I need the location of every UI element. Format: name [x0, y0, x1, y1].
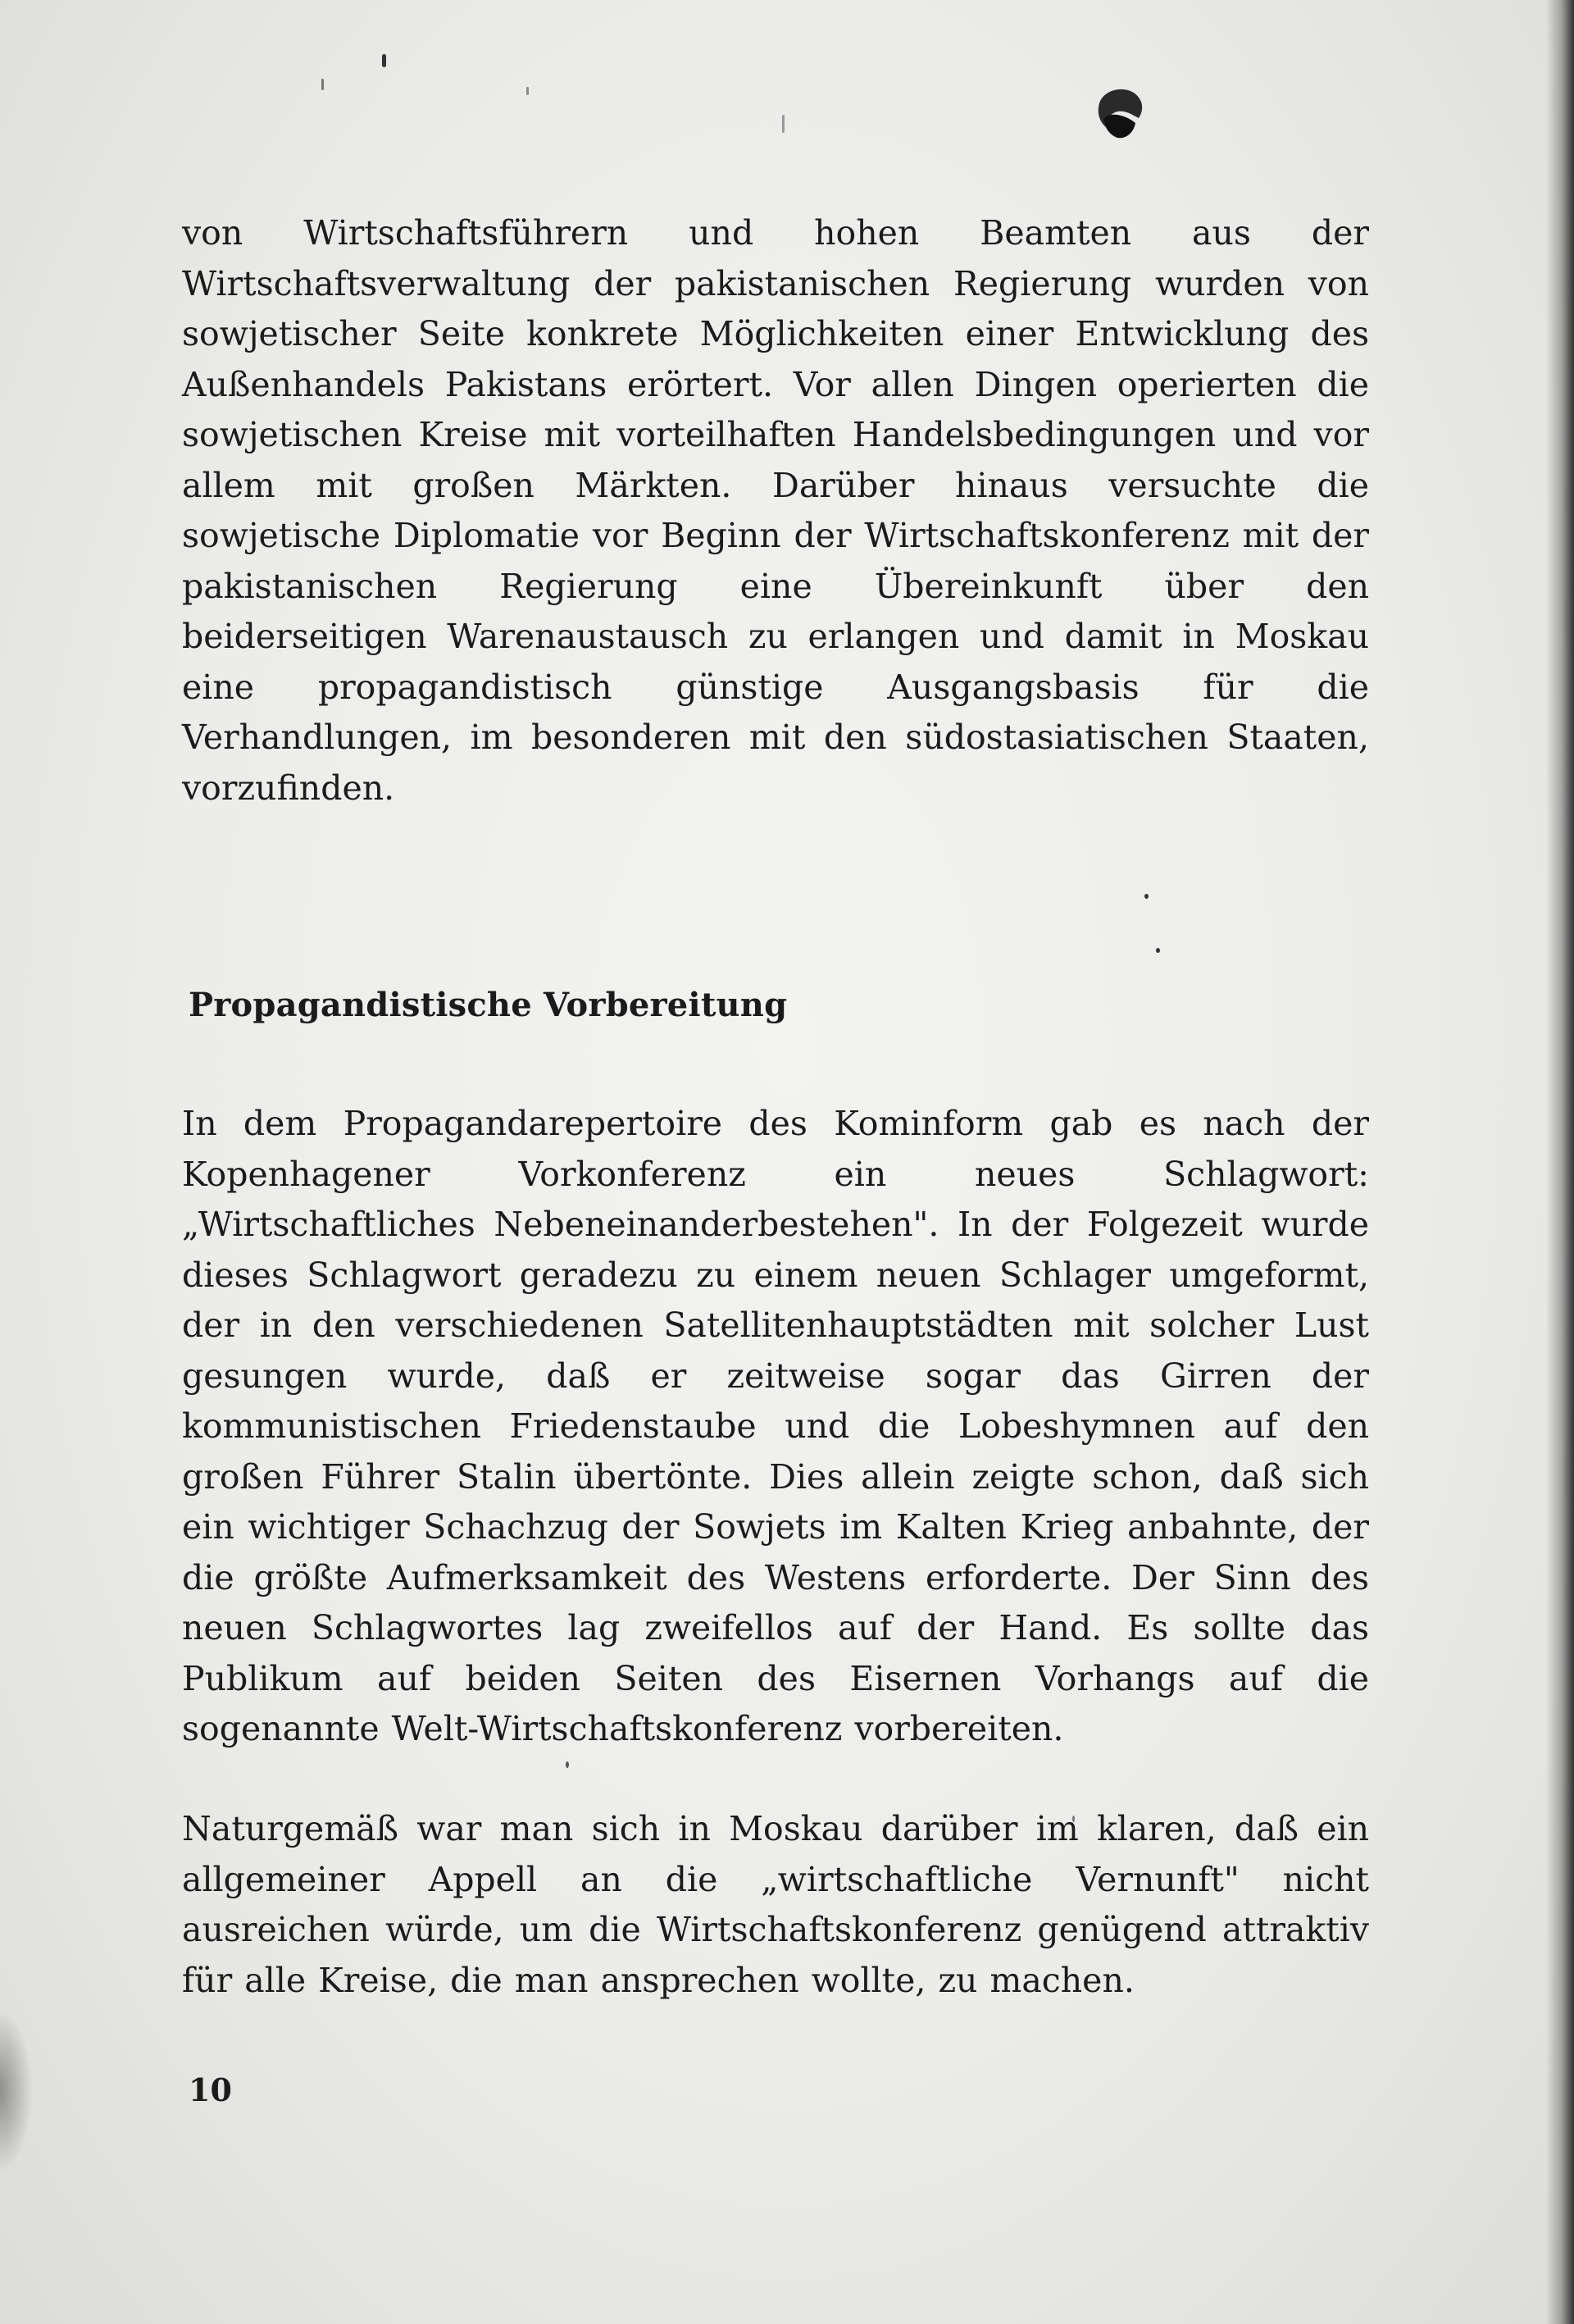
scan-speck: [321, 79, 324, 90]
scan-speck: [782, 115, 785, 133]
page-number: 10: [189, 2071, 232, 2108]
body-paragraph: von Wirtschaftsführern und hohen Beamten aus der Wirtschaftsverwaltung der pakistanischen Regierung wurden von sowjetischer Seite konkrete Möglichkeiten einer Entwicklung des Außenhandels Pakistans erörtert. Vor allen Dingen operierten die sowjetischen Kreise mit vorteilhaften Handelsbedingungen und vor allem mit großen Märkten. Darüber hinaus versuchte die sowjetische Diplomatie vor Beginn der Wirtschaftskonferenz mit der pakistanischen Regierung eine Übereinkunft über den beiderseitigen Warenaustausch zu erlangen und damit in Moskau eine propagandistisch günstige Ausgangsbasis für die Verhandlungen, im besonderen mit den südostasiatischen Staaten, vorzufinden.: [182, 213, 1369, 808]
ink-blot: [1093, 82, 1147, 143]
section-heading: Propagandistische Vorbereitung: [189, 986, 788, 1024]
scan-speck: [1156, 948, 1160, 953]
scan-smudge: [0, 2009, 33, 2173]
body-paragraph: In dem Propagandarepertoire des Kominform gab es nach der Kopenhagener Vorkonferenz ein neues Schlagwort: „Wirtschaftliches Nebeneinanderbestehen". In der Folgezeit wurde dieses Schlagwort geradezu zu einem neuen Schlager umgeformt, der in den verschiedenen Satellitenhauptstädten mit solcher Lust gesungen wurde, daß er zeitweise sogar das Girren der kommunistischen Friedenstaube und die Lobeshymnen auf den großen Führer Stalin übertönte. Dies allein zeigte schon, daß sich ein wichtiger Schachzug der Sowjets im Kalten Krieg anbahnte, der die größte Aufmerksamkeit des Westens erforderte. Der Sinn des neuen Schlagwortes lag zweifellos auf der Hand. Es sollte das Publikum auf beiden Seiten des Eisernen Vorhangs auf die sogenannte Welt-Wirtschaftskonferenz vorbereiten.: [182, 1104, 1369, 1748]
scan-speck: [566, 1761, 569, 1768]
page-edge-shadow: [1546, 0, 1574, 2324]
body-paragraph: Naturgemäß war man sich in Moskau darüber im klaren, daß ein allgemeiner Appell an die „wirtschaftliche Vernunft" nicht ausreichen würde, um die Wirtschaftskonferenz genügend attraktiv für alle Kreise, die man ansprechen wollte, zu machen.: [182, 1809, 1369, 2000]
scan-speck: [526, 87, 529, 95]
scan-speck: [382, 54, 386, 67]
scan-speck: [1144, 894, 1149, 899]
